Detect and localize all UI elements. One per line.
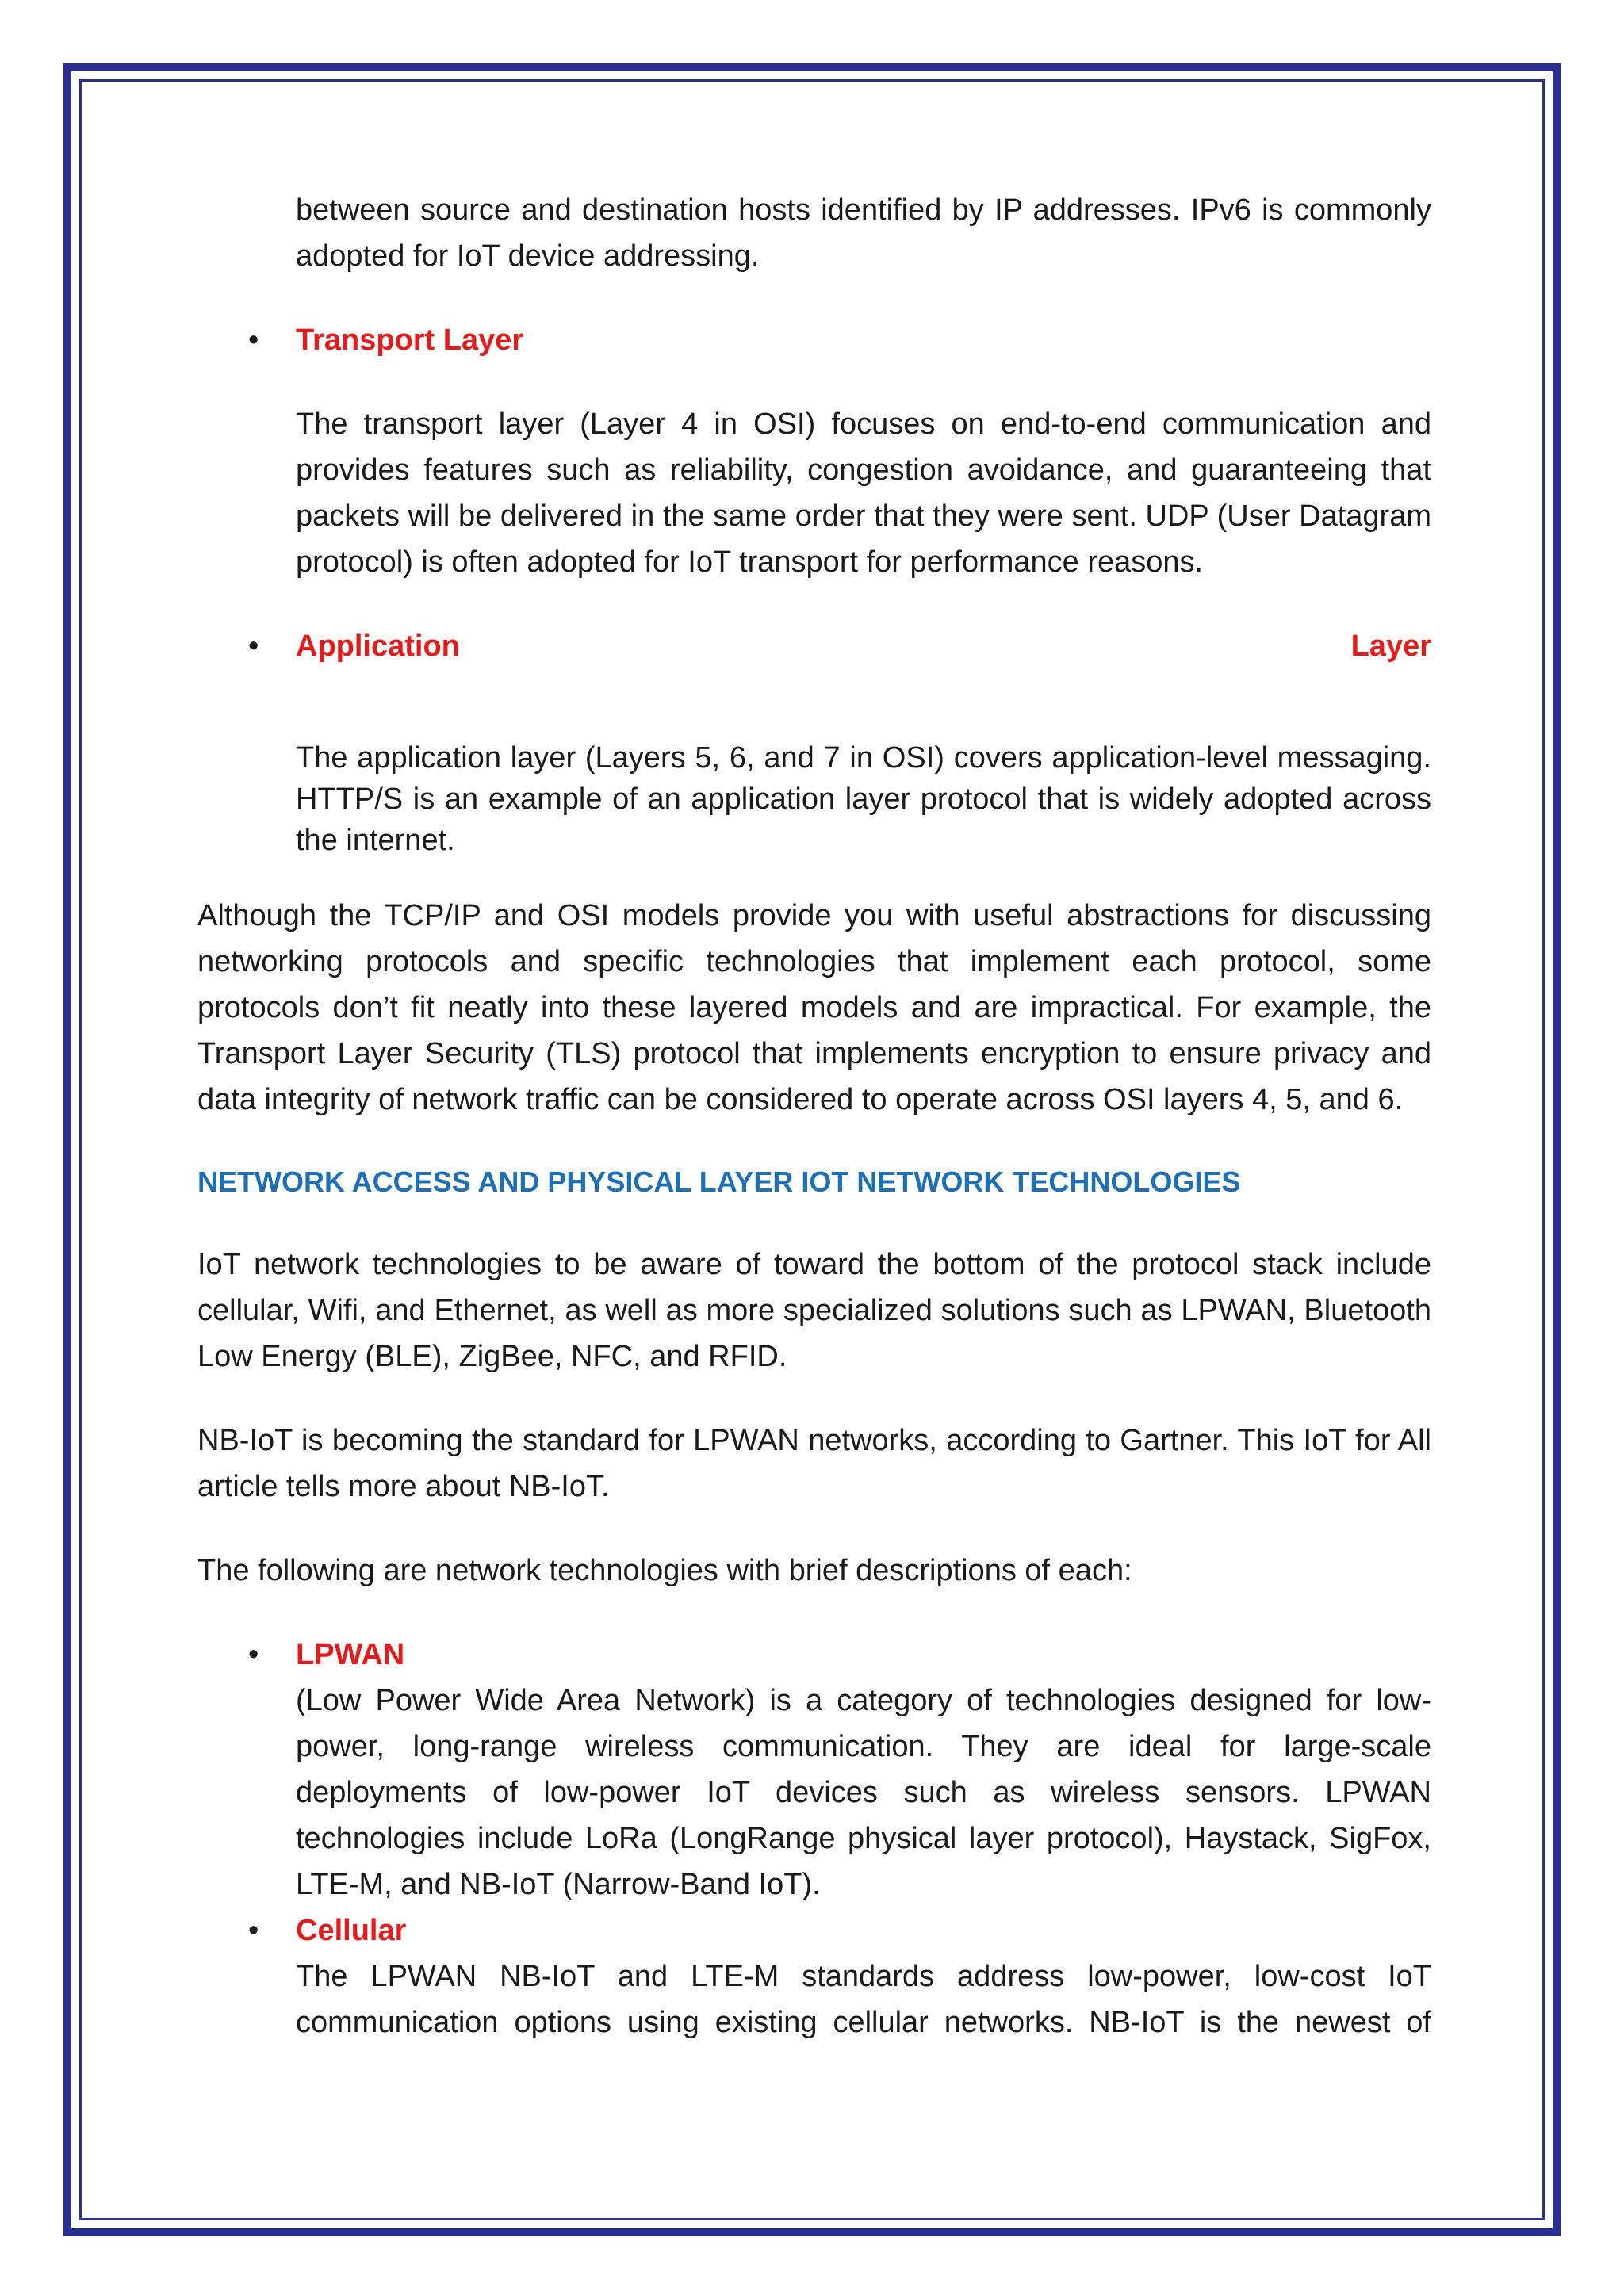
lpwan-title: LPWAN <box>296 1638 405 1671</box>
cellular-title: Cellular <box>296 1914 407 1947</box>
application-layer-heading <box>248 623 1431 669</box>
bullet-icon: • <box>248 323 259 357</box>
technologies-paragraph: IoT network technologies to be aware of toward the bottom of the protocol stack include cellular, Wifi, and Ethernet, as well as more specialized solutions such as LPWAN, Bluetooth Low Energy (BLE), ZigBee, NFC, and RFID. <box>197 1248 1431 1373</box>
transport-layer-heading <box>248 317 1431 363</box>
network-layer-continuation: between source and destination hosts identified by IP addresses. IPv6 is commonly adopted for IoT device addressing. <box>296 193 1431 273</box>
application-layer-title-left: Application <box>296 629 460 663</box>
transport-layer-title: Transport Layer <box>296 323 524 357</box>
cellular-heading <box>248 1908 1431 1954</box>
models-paragraph: Although the TCP/IP and OSI models provide you with useful abstractions for discussing networking protocols and specific technologies that implement each protocol, some protocols don’t fit neatly into these layered models and are impractical. For example, the Transport Layer Security (TLS) protocol that implements encryption to ensure privacy and data integrity of network traffic can be considered to operate across OSI layers 4, 5, and 6. <box>197 899 1431 1116</box>
page-content <box>197 187 1431 2045</box>
application-layer-body: The application layer (Layers 5, 6, and 7 in OSI) covers application-level messaging. HTTP/S is an example of an application layer protocol that is widely adopted across the internet. <box>296 741 1431 857</box>
transport-layer-body: The transport layer (Layer 4 in OSI) focuses on end-to-end communication and provides features such as reliability, congestion avoidance, and guaranteeing that packets will be delivered in the same order that they were sent. UDP (User Datagram protocol) is often adopted for IoT transport for performance reasons. <box>296 408 1431 579</box>
section-heading: NETWORK ACCESS AND PHYSICAL LAYER IOT NETWORK TECHNOLOGIES <box>197 1165 1241 1198</box>
bullet-icon: • <box>248 629 259 663</box>
application-layer-title-right: Layer <box>1350 629 1431 663</box>
cellular-body: The LPWAN NB-IoT and LTE-M standards address low-power, low-cost IoT communication options using existing cellular networks. NB-IoT is the newest of <box>296 1960 1431 2039</box>
nbiot-paragraph: NB-IoT is becoming the standard for LPWAN networks, according to Gartner. This IoT for All article tells more about NB-IoT. <box>197 1424 1431 1503</box>
lpwan-body: (Low Power Wide Area Network) is a category of technologies designed for low-power, long-range wireless communication. They are ideal for large-scale deployments of low-power IoT devices such as wireless sensors. LPWAN technologies include LoRa (LongRange physical layer protocol), Haystack, SigFox, LTE-M, and NB-IoT (Narrow-Band IoT). <box>296 1684 1431 1901</box>
bullet-icon: • <box>248 1638 259 1671</box>
lpwan-heading <box>248 1632 1431 1678</box>
following-paragraph: The following are network technologies with brief descriptions of each: <box>197 1554 1132 1587</box>
bullet-icon: • <box>248 1914 259 1947</box>
